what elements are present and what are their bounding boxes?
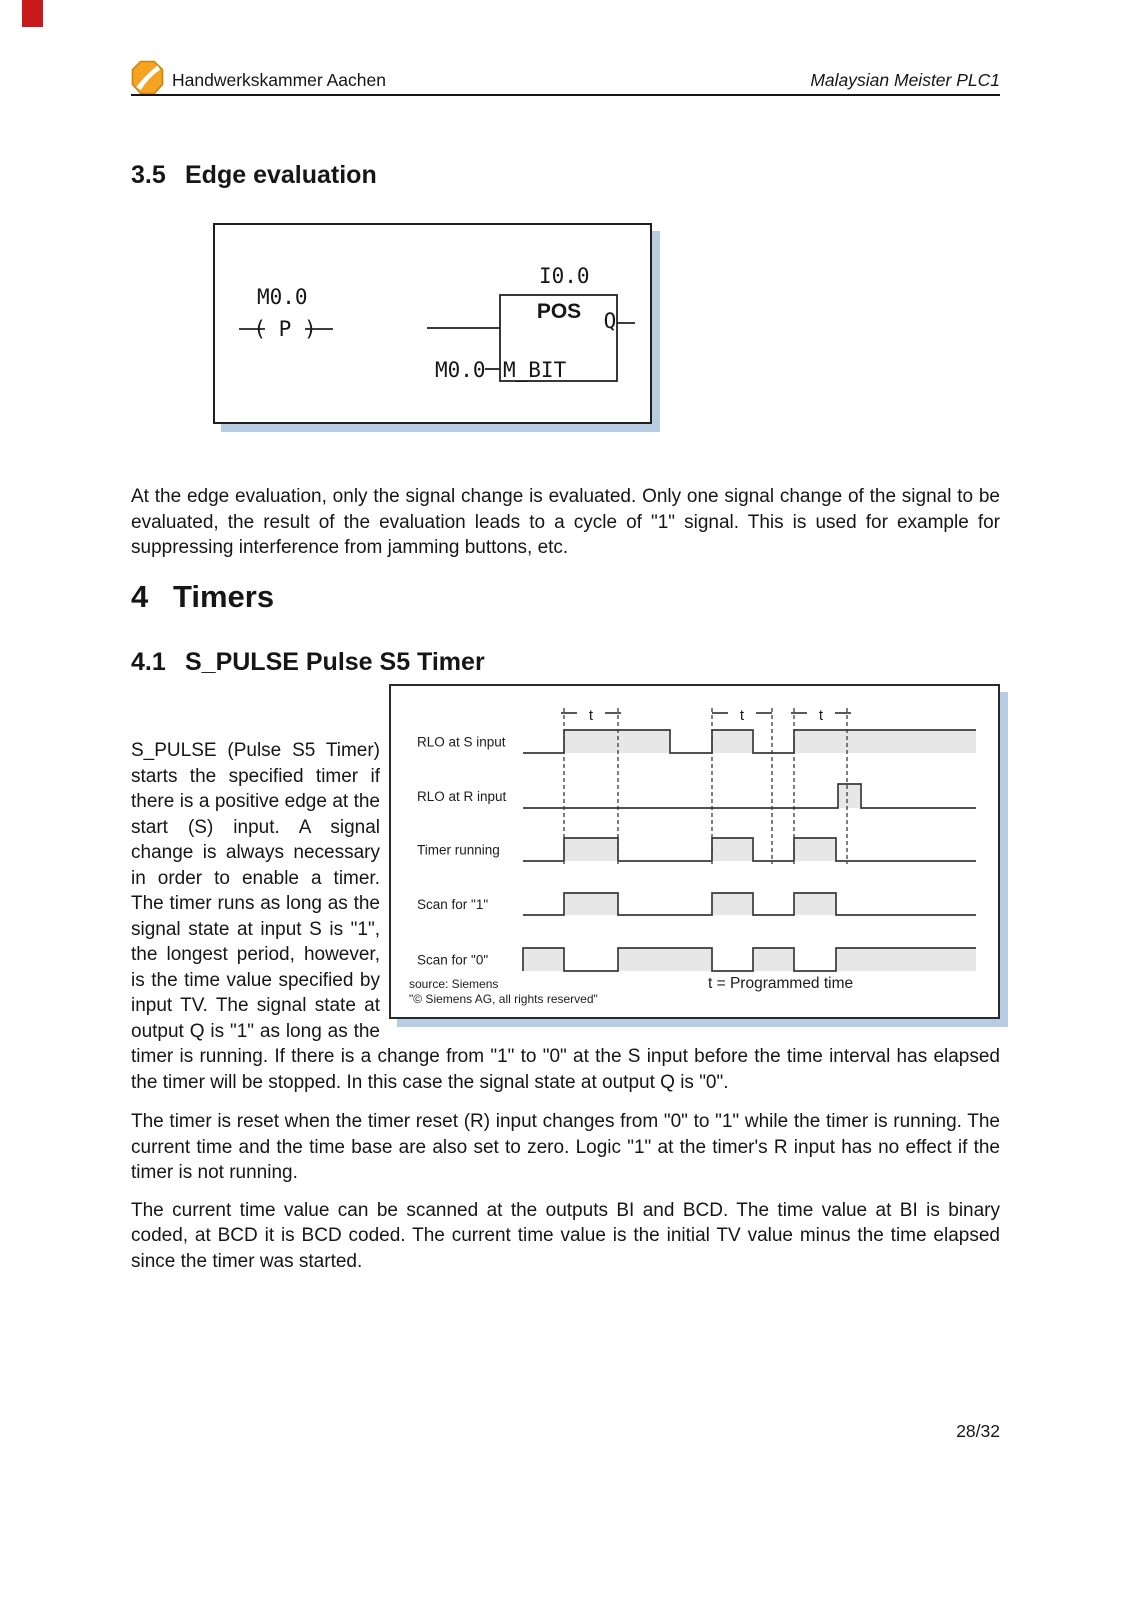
wave-high-fill (712, 730, 753, 753)
timing-diagram-svg (391, 686, 998, 1017)
t-marker-label: t (818, 707, 824, 724)
wave-high-fill (712, 838, 753, 861)
header-document-title: Malaysian Meister PLC1 (810, 70, 1000, 90)
row-label: RLO at S input (417, 734, 506, 750)
wave-high-fill (523, 948, 564, 971)
programmed-time-legend: t = Programmed time (708, 975, 854, 992)
header-rule (131, 94, 1000, 96)
section-title: Timers (173, 579, 275, 614)
source-line: source: Siemens (409, 977, 499, 991)
s-pulse-paragraph-3: The current time value can be scanned at the outputs BI and BCD. The time value at BI is binary coded, at BCD it is BCD coded. The current time value is the initial TV value minus the time elapsed since the timer was started. (131, 1199, 1000, 1272)
hwk-octagon-logo-icon (131, 60, 164, 95)
mbit-operand-label: M0.0 (435, 358, 486, 382)
section-number: 4 (131, 579, 149, 614)
copyright-line: "© Siemens AG, all rights reserved" (409, 992, 598, 1006)
corner-red-mark (22, 0, 43, 27)
s-pulse-paragraph-2: The timer is reset when the timer reset (R) input changes from "0" to "1" while the timer is running. The current time and the time base are also set to zero. Logic "1" at the timer's R input has no effect if the timer is not running. (131, 1111, 1000, 1183)
wave-high-fill (794, 838, 836, 861)
pos-box-title: POS (536, 300, 582, 323)
section-4-1-body (131, 684, 1000, 1274)
section-number: 3.5 (131, 161, 166, 189)
section-4-heading (131, 579, 274, 615)
wave-high-fill (836, 948, 976, 971)
wave-high-fill (794, 730, 976, 753)
positive-edge-contact: ( P ) (253, 317, 317, 341)
wave-high-fill (564, 730, 670, 753)
row-label: Scan for "0" (417, 952, 489, 968)
wave-high-fill (564, 893, 618, 915)
s-pulse-timing-figure (389, 684, 1000, 1019)
q-output-label: Q (603, 309, 617, 333)
section-4-1-heading (131, 648, 485, 677)
section-title: S_PULSE Pulse S5 Timer (185, 648, 485, 676)
t-marker-label: t (739, 707, 745, 724)
header-organization: Handwerkskammer Aachen (172, 70, 386, 90)
mbit-input-label: M_BIT (503, 358, 567, 382)
t-marker-label: t (588, 707, 594, 724)
row-label: Scan for "1" (417, 897, 489, 912)
ladder-diagram-svg (215, 225, 650, 422)
wave-high-fill (794, 893, 836, 915)
wave-high-fill (564, 838, 618, 861)
edge-evaluation-paragraph: At the edge evaluation, only the signal change is evaluated. Only one signal change of the signal to be evaluated, the result of the evaluation leads to a cycle of "1" signal. This is used for example for suppressing interference from jamming buttons, etc. (131, 486, 1000, 558)
edge-evaluation-figure (213, 223, 652, 424)
contact-operand-label: M0.0 (257, 285, 308, 309)
timing-figure-wrap (389, 684, 1000, 1019)
wave-high-fill (712, 893, 753, 915)
box-input-operand-label: I0.0 (539, 264, 590, 288)
row-label: Timer running (417, 842, 500, 858)
page-number: 28/32 (956, 1421, 1000, 1441)
section-3-5-heading (131, 161, 377, 190)
s-pulse-paragraph-1: S_PULSE (Pulse S5 Timer) starts the specified timer if there is a positive edge at the start (S) input. A signal change is always necessary in order to enable a timer. The timer runs as long as the signal state at input S is "1", the longest period, however, is the time value specified by input TV. The signal state at output Q is "1" as long as the timer is running. If there is a change from "1" to "0" at the S input before the time interval has elapsed the timer will be stopped. In this case the signal state at output Q is "0". (131, 740, 1000, 1093)
section-number: 4.1 (131, 648, 166, 676)
waveform-path (523, 784, 976, 808)
wave-high-fill (753, 948, 794, 971)
row-label: RLO at R input (417, 789, 507, 804)
wave-high-fill (618, 948, 712, 971)
section-title: Edge evaluation (185, 161, 377, 189)
wave-high-fill (838, 784, 861, 808)
